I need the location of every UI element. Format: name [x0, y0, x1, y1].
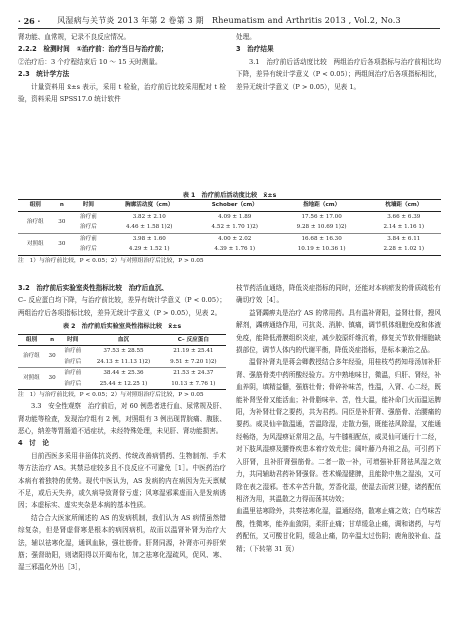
column-header: n [53, 200, 72, 212]
paragraph: 温督补肾丸是蒋会卿教授结合多年经验，用桂枝芍药知母汤加补肝肾、强筋骨类中药所酸经验方。方中熟地味甘，微温，归肝、肾经，补血养阴，填精益髓，强筋壮骨；骨碎补味苦，性温，入肾、心二经，既能补肾坚骨又能活血；补骨脂味辛、苦，性大温，能补命门火而温运脾阳，为补肾壮督之要药，共为君药。同臣是补肝肾、强筋骨、治腰痛的要药。威灵仙辛散温通，苦温除湿，走散力强，既能祛风除湿，又能通经畅络，为风湿痹证常用之品，与牛膝相配伍，威灵仙可通行十二经，对下肢风湿痹及腰脊疾患本着疗效尤佳；阔叶藤乃舟祖之品，可引药下入肝肾，且补肝肾强筋骨。二者一散一补，可增强补肝肾祛风湿之效力，共同辅助君药补肾强督。苍术燥湿健脾，且能除中焦之湿浊，又可除在表之湿邪。苍术辛苦升散，芳香化湿，使湿去而营卫健，诸药配伍相济为用，其温散之力得而荡其功效； [236, 358, 441, 503]
paragraph: 血温里祛寒除外，共奏祛寒化湿，温通经络，散寒止痛之效；白芍味苦酸，性微寒，能养血敛阴，柔肝止痛；甘草缓急止痛，调和诸药，与芍药配伍，又可酸甘化阴，缓急止痛，防辛温太过伤阴；鹿角胶补血、益精；（下转第 31 页） [236, 507, 441, 553]
table-2 [18, 321, 226, 400]
section-heading-4: 4 讨 论 [18, 439, 49, 448]
paragraph: 结合合大医家所阐述的 AS 的发病机制，我们认为 AS 病情虽然错综复杂，但是肾虚督寒是根本的病因病机，故而以温肾补肾为治疗大法，辅以祛寒化湿，通讽血脉，强壮筋骨。肝肾同源，补肾亦可养肝荣筋；强督助阳，则诸阳得以开阖布化，加之祛寒化湿疏风，促风、寒、湿三邪温化外出［3］， [18, 513, 226, 572]
cell: 24.13 ± 11.13 1)2) [96, 358, 151, 365]
left-column-bottom [18, 282, 226, 574]
column-header: 时间 [71, 200, 106, 212]
cell: 治疗后 [80, 246, 97, 252]
group-cell: 对照组 [18, 233, 53, 255]
section-heading-2-2-2: 2.2.2 检测时间 ①治疗前：治疗当日与治疗前； [18, 45, 168, 54]
left-column-top [18, 31, 226, 105]
table-1-note: 注 1）与治疗前比较，P < 0.05；2）与对照组治疗后比较，P > 0.05 [18, 257, 204, 264]
paragraph: 3.3 安全性观察 治疗前后，对 60 例患者进行血、尿常规及肝、肾功能等检查，发现治疗组有 2 例，对照组有 3 例出现胃脘痛、腹胀、恶心，纳差等胃肠道不适症状，未经特殊处理，未见肝、肾功能损害。 [18, 402, 226, 435]
group-cell: 治疗组 [23, 353, 40, 360]
right-column-top [236, 31, 441, 93]
running-header [18, 14, 440, 29]
paragraph: 计量资料用 x̄±s 表示，采用 t 检验，治疗前后比较采用配对 t 检验，资料采用 SPSS17.0 统计软件 [18, 82, 226, 104]
n-cell: 30 [58, 218, 66, 225]
paragraph: ②治疗后：3 个疗程结束后 10 ～ 15 天时测量。 [18, 57, 162, 66]
section-heading-3-2: 3.2 治疗前后实验室炎性指标比较 治疗后血沉、 [18, 284, 169, 292]
cell: 2.28 ± 1.02 1) [383, 246, 425, 252]
cell: 21.53 ± 24.37 [161, 368, 226, 379]
cell: 9.28 ± 10.69 1)2) [296, 224, 347, 230]
table-2-note: 注 1）与治疗前比较，P < 0.05；2）与对照组治疗后比较，P > 0.05 [18, 392, 204, 399]
cell: 9.51 ± 7.20 1)2) [170, 358, 217, 365]
table-1 [18, 190, 441, 266]
table-row [18, 211, 441, 222]
column-header: C– 反应蛋白 [161, 334, 226, 346]
paragraph: 肾功能、血常规，记录不良反应情况。 [18, 33, 131, 41]
paragraph: 处理。 [236, 33, 256, 41]
paragraph: 枝节药活血通络，降低炎症指标的同时，还能对本病瘀发的骨质疏松有确切疗效［4］。 [236, 284, 441, 305]
cell: 21.19 ± 25.41 [173, 348, 214, 355]
n-cell: 30 [53, 233, 72, 255]
paragraph: 目前西医多采用非甾体抗炎药、传统改善病情药、生物制剂、手术等方法治疗 AS。其禁忌症较多且不良反应不可避免［1］。中医药治疗本病有着独特的优势。现代中医认为，AS 发病的内在病因为先天禀赋不足，或后天失养，或久病导致肾督亏虚；风寒湿邪乘虚而入是发病诱因；本虚标实、虚实夹杂是本病的基本性质。 [18, 451, 226, 510]
n-cell: 30 [48, 353, 56, 360]
cell: 16.68 ± 16.30 [277, 233, 367, 244]
cell: 4.29 ± 1.52 1) [128, 246, 170, 252]
table-row [18, 368, 226, 379]
cell: 治疗前 [64, 348, 82, 355]
column-header: 指地距（cm） [277, 200, 367, 212]
column-header: 组别 [18, 200, 53, 212]
cell: 38.44 ± 25.36 [86, 368, 160, 379]
column-header: 组别 [18, 334, 45, 346]
cell: 治疗后 [64, 380, 82, 387]
page-number: · 26 · [18, 16, 41, 26]
cell: 17.56 ± 17.00 [301, 213, 342, 220]
cell: 治疗前 [59, 368, 86, 379]
column-header: 胸廓活动度（cm） [106, 200, 193, 212]
n-cell: 30 [45, 368, 59, 390]
cell: 3.84 ± 6.11 [367, 233, 441, 244]
cell: 4.39 ± 1.76 1) [214, 246, 256, 252]
paragraph: C– 反应蛋白均下降，与治疗前比较，差异有统计学意义（P < 0.05）；两组治疗后各项指标比较，差异无统计学意义（P > 0.05），见表 2。 [18, 296, 226, 317]
cell: 治疗后 [80, 224, 97, 230]
cell: 4.00 ± 2.02 [193, 233, 277, 244]
cell: 4.09 ± 1.89 [218, 213, 252, 220]
cell: 37.53 ± 28.55 [103, 348, 144, 355]
section-heading-3: 3 治疗结果 [236, 45, 274, 54]
column-header: 时间 [59, 334, 86, 346]
table-row [18, 244, 441, 255]
table-row [18, 346, 226, 357]
table-row [18, 222, 441, 233]
right-column-bottom [236, 282, 441, 555]
journal-title: 风湿病与关节炎 2013 年第 2 卷第 3 期 Rheumatism and Arthritis 2013 , Vol.2, No.3 [57, 16, 401, 25]
cell: 25.44 ± 12.25 1) [99, 380, 148, 387]
group-cell: 对照组 [18, 368, 45, 390]
table-row [18, 233, 441, 244]
column-header: 枕墙距（cm） [367, 200, 441, 212]
cell: 治疗后 [64, 358, 82, 365]
table-2-grid [18, 334, 226, 391]
table-2-caption: 表 2 治疗前后实验室炎性指标比较 x̄±s [62, 323, 182, 331]
cell: 3.98 ± 1.60 [106, 233, 193, 244]
cell: 治疗前 [80, 213, 97, 220]
table-1-grid [18, 199, 441, 256]
cell: 4.52 ± 1.70 1)2) [211, 224, 258, 230]
column-header: 血沉 [86, 334, 160, 346]
cell: 3.66 ± 6.39 [387, 213, 421, 220]
cell: 4.46 ± 1.58 1)2) [126, 224, 173, 230]
column-header: Schober（cm） [193, 200, 277, 212]
cell: 10.19 ± 10.36 1) [297, 246, 346, 252]
cell: 治疗前 [71, 233, 106, 244]
table-1-caption: 表 1 治疗前后活动度比较 x̄±s [182, 192, 277, 199]
paragraph: 3.1 治疗前后活动度比较 两组治疗后各项指标与治疗前相比均下降，差异有统计学意义（P < 0.05）；两组间治疗后各项指标相比，差异无统计学意义（P > 0.05），见表 1。 [236, 57, 441, 91]
column-header: n [45, 334, 59, 346]
paragraph: 益肾蠲痹丸是治疗 AS 的常用药。具有温补肾阳，益肾壮督，搜风解剂，蠲痹通络作用，可抗炎、消肿、镇痛，调节机体细胞免疫和体液免疫，能降低滑膜组织炎症，减少胶原纤维沉着，修复关节软骨细胞缺损部位，调节人体内的代谢平衡，降低炎症指标，是标本兼治之品。 [236, 308, 441, 355]
cell: 3.82 ± 2.10 [132, 213, 166, 220]
section-heading-2-3: 2.3 统计学方法 [18, 70, 70, 79]
cell: 10.13 ± 7.76 1) [171, 380, 216, 387]
cell: 2.14 ± 1.16 1) [383, 224, 425, 230]
group-cell: 治疗组 [26, 218, 44, 225]
